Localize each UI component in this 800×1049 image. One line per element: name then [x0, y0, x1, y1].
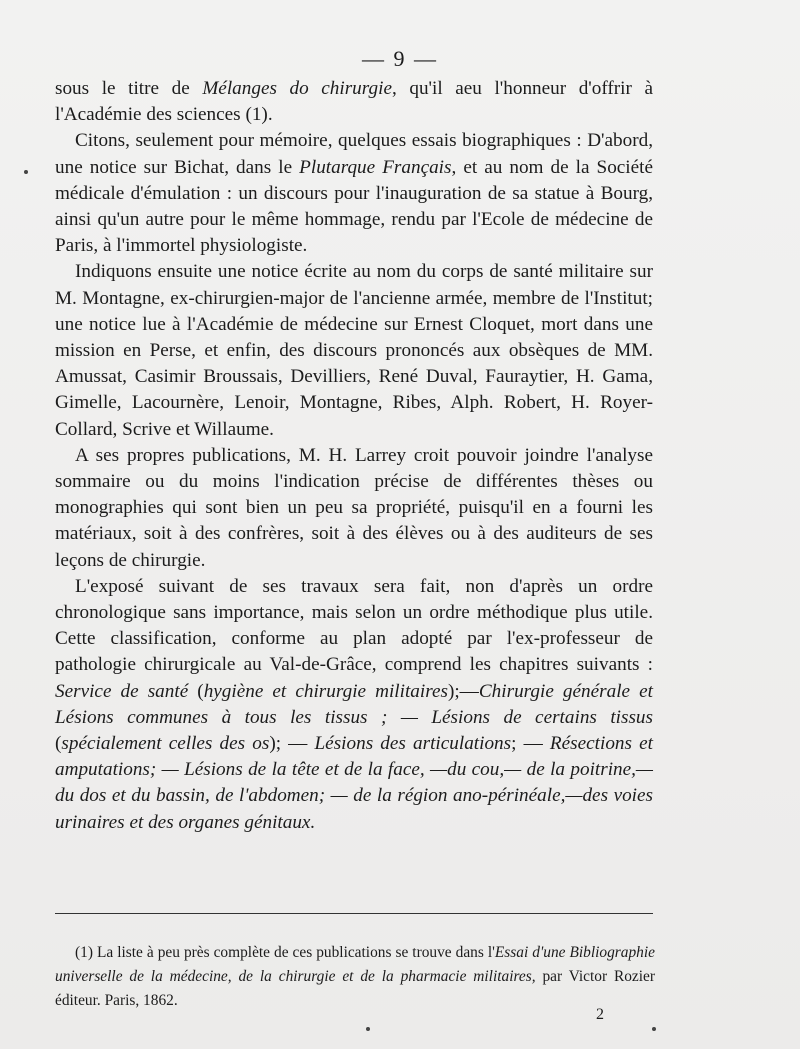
paragraph-2 [55, 128, 653, 259]
chapter-title: Lésions des articulations [314, 733, 512, 755]
text-run: ( [188, 680, 204, 702]
footnote [55, 941, 655, 1013]
text-run: , et au nom de la Société médicale d'émulation : un discours pour l'inauguration de sa statue à Bourg, ainsi qu'un autre pour le même hommage, rendu par l'Ecole de médecine de Paris, à l'immortel physiologiste. [55, 156, 654, 257]
footnote-text [55, 941, 655, 1013]
ink-speck [652, 1027, 656, 1031]
paragraph-4 [55, 443, 653, 574]
text-run: , qu'il aeu l'honneur d'offrir à l'Académie des sciences (1). [55, 78, 653, 126]
text-run: sous le titre de [55, 78, 203, 99]
paragraph-1 [55, 76, 653, 128]
text-run: Citons, seulement pour mémoire, quelques essais biographiques : D'abord, une notice sur Bichat, dans le [55, 130, 653, 178]
chapter-title: spécialement celles des os [61, 733, 270, 755]
italic-title: Mélanges do chirurgie [202, 78, 392, 99]
text-run: );— [447, 680, 479, 702]
text-run: ); — [269, 733, 315, 755]
text-run: (1) La liste à peu près complète de ces publications se trouve dans l' [75, 944, 495, 961]
italic-title: Plutarque Français [299, 156, 452, 178]
chapter-title: Résections et amputations; — Lésions de la tête et de la face, —du cou,— de la poitrine,—du dos et du bassin, de l'abdomen; — de la région ano-périnéale,—des voies urinaires et des organes génitaux. [55, 733, 653, 833]
ink-speck [24, 170, 28, 174]
text-run: Indiquons ensuite une notice écrite au nom du corps de santé militaire sur M. Montagne, ex-chirurgien-major de l'ancienne armée, membre de l'Institut; une notice lue à l'Académie de médecine sur Ernest Cloquet, mort dans une mission en Perse, et enfin, des discours prononcés aux obsèques de MM. Amussat, Casimir Broussais, Devilliers, René Duval, Fauraytier, H. Gama, Gimelle, Lacournère, Lenoir, Montagne, Ribes, Alph. Robert, H. Royer-Collard, Scrive et Willaume. [55, 261, 653, 440]
signature-mark: 2 [596, 1006, 604, 1023]
chapter-title: Service de santé [55, 680, 189, 702]
text-run: ( [55, 733, 62, 755]
body-text [55, 76, 653, 836]
chapter-title: Chirurgie générale et Lésions communes à tous les tissus ; — Lésions de certains tissus [55, 680, 653, 728]
paragraph-3 [55, 259, 653, 442]
text-run: par Victor Rozier éditeur. Paris, 1862. [55, 968, 655, 1009]
text-run: A ses propres publications, M. H. Larrey croit pouvoir joindre l'analyse sommaire ou du moins l'indication précise de différentes thèses ou monographies qui sont bien un peu sa propriété, puisqu'il en a fourni les matériaux, soit à des confrères, soit à des élèves ou à des auditeurs de ses leçons de chirurgie. [55, 444, 653, 571]
italic-title: Essai d'une Bibliographie universelle de la médecine, de la chirurgie et de la pharmacie militaires, [55, 944, 655, 985]
paragraph-5 [55, 574, 653, 836]
footnote-divider [55, 913, 653, 914]
page-number: — 9 — [362, 46, 438, 71]
chapter-title: hygiène et chirurgie militaires [203, 680, 448, 702]
text-run: L'exposé suivant de ses travaux sera fait, non d'après un ordre chronologique sans importance, mais selon un ordre méthodique plus utile. Cette classification, conforme au plan adopté par l'ex-professeur de pathologie chirurgicale au Val-de-Grâce, comprend les chapitres suivants : [55, 575, 653, 676]
text-run: ; — [511, 733, 550, 755]
ink-speck [366, 1027, 370, 1031]
